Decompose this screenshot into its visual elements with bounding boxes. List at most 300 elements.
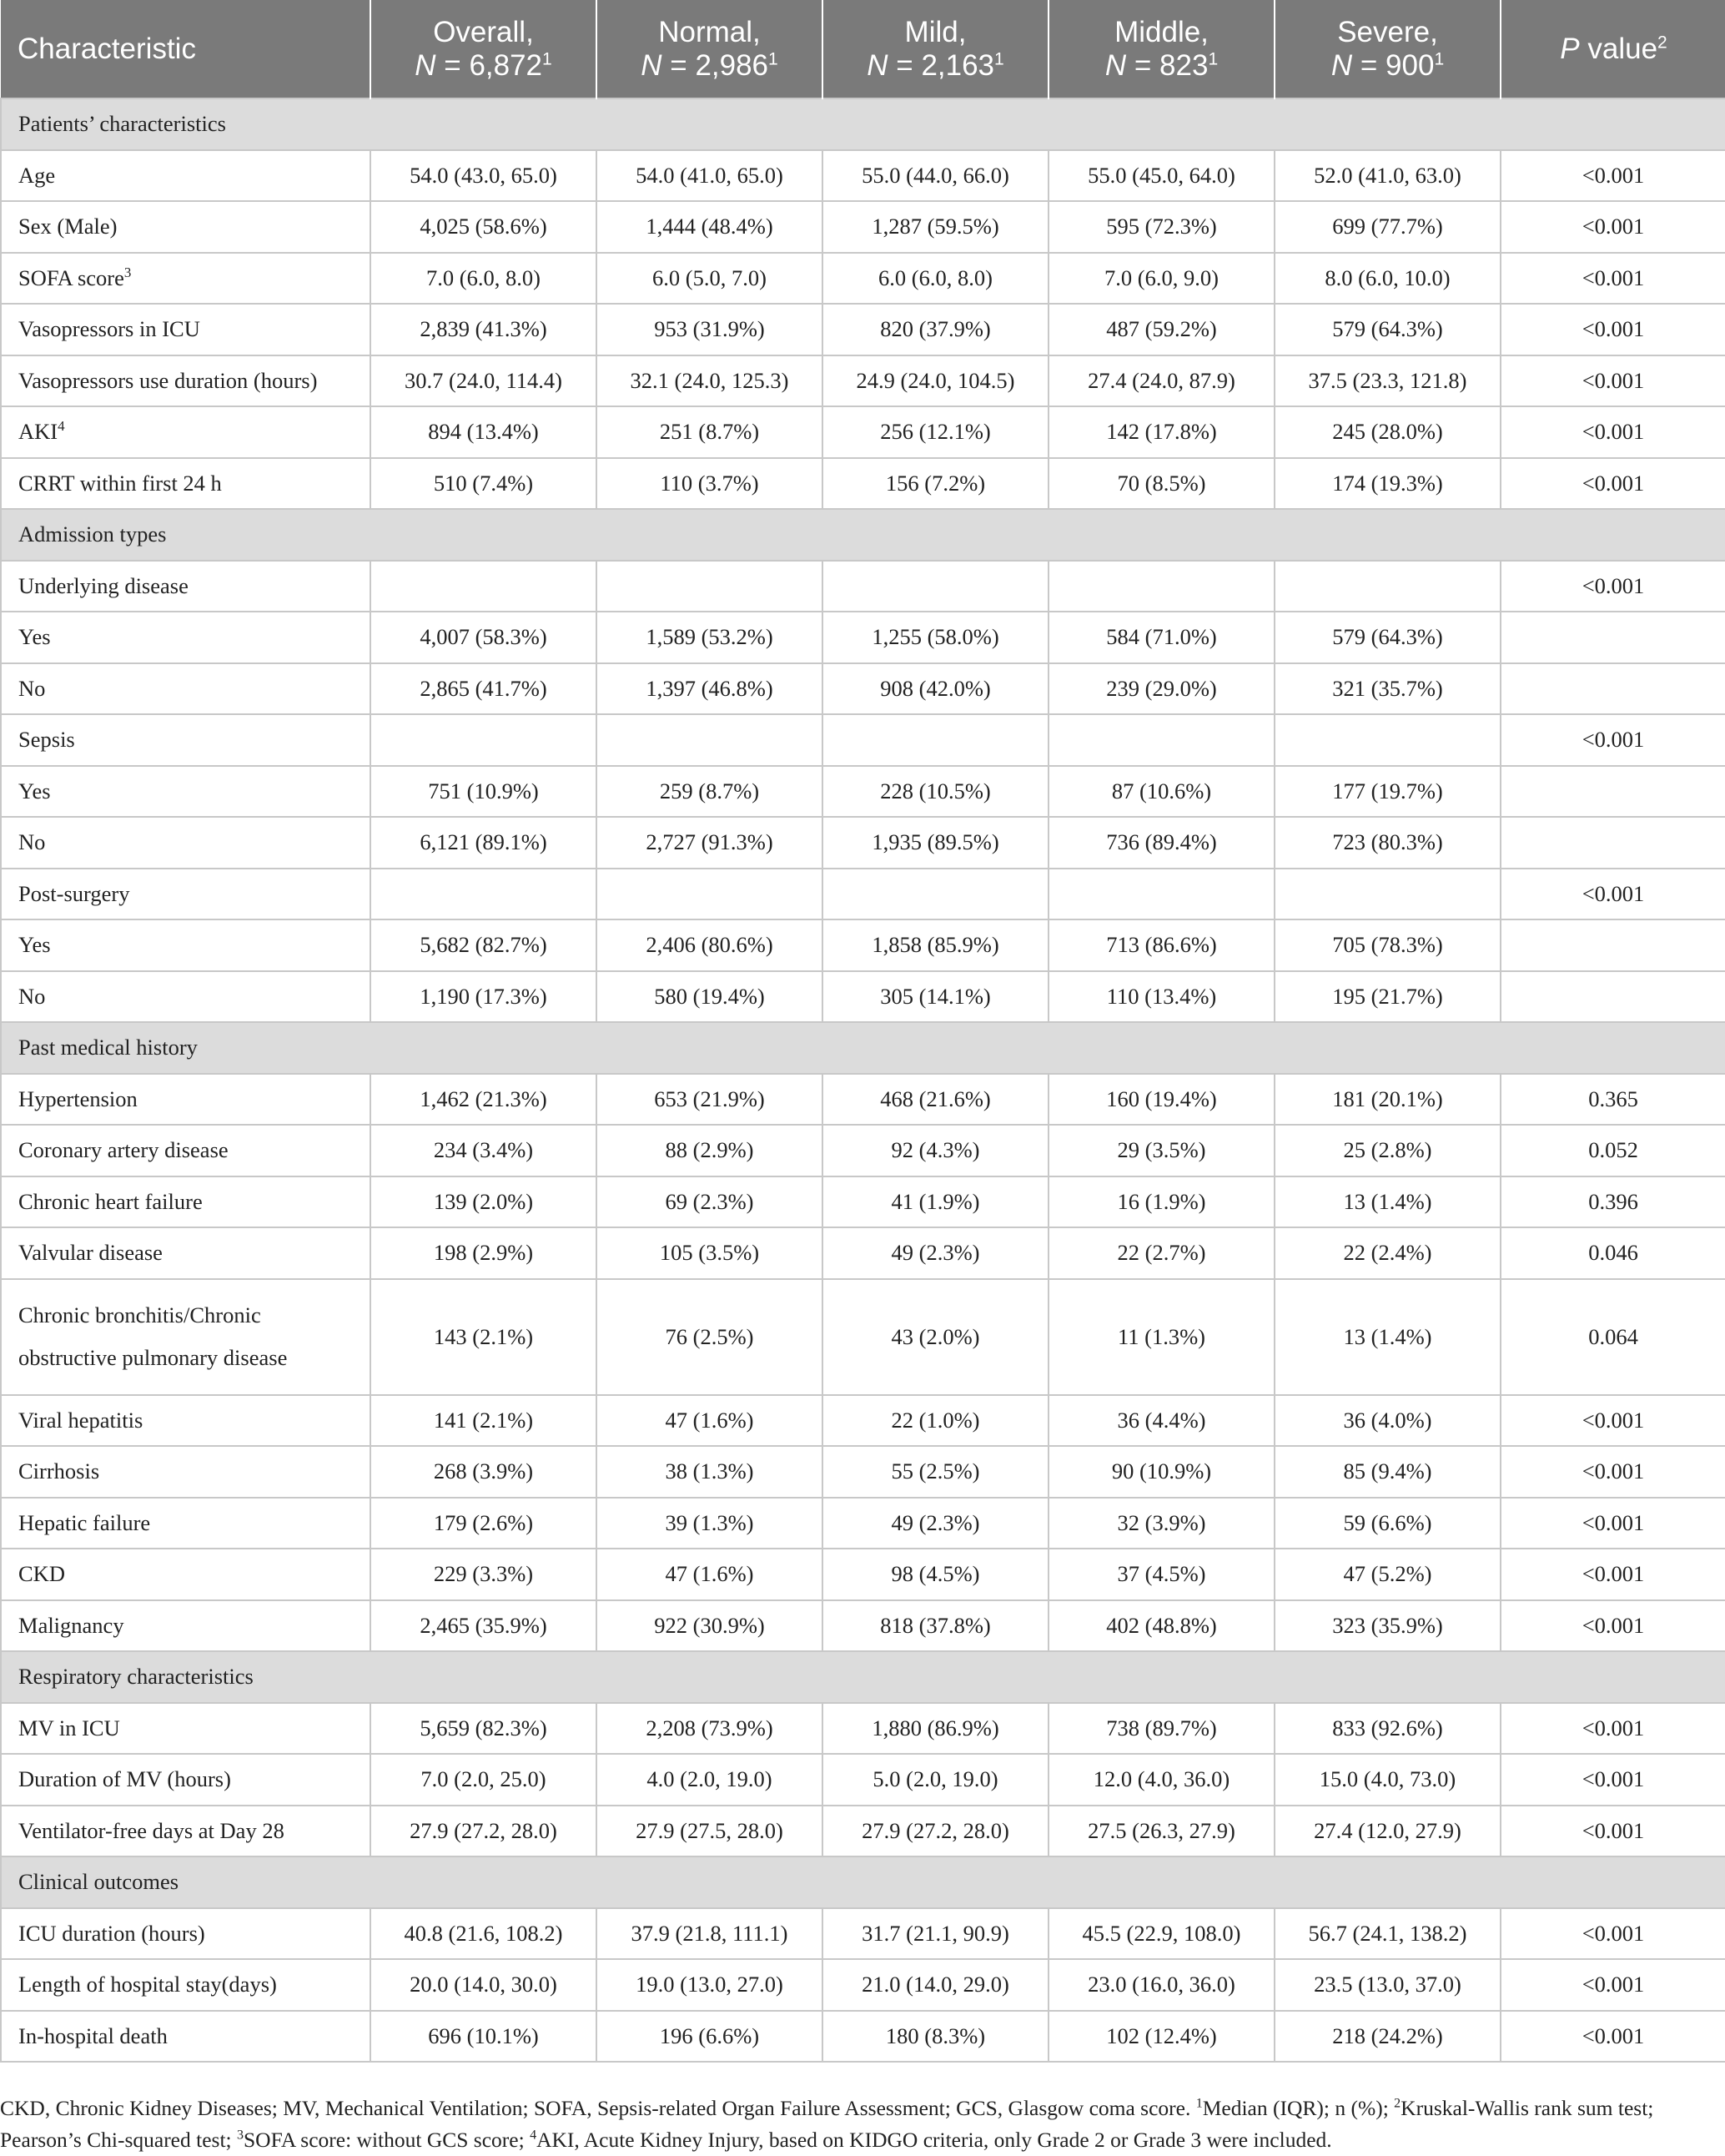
p-value-cell: <0.001	[1501, 1754, 1725, 1806]
row-label-text: Sepsis	[18, 727, 75, 753]
header-middle: Middle, $N = 823^1$	[1049, 0, 1275, 98]
row-label-text: Duration of MV (hours)	[18, 1766, 231, 1792]
table-row	[1, 817, 1725, 869]
row-label	[1, 201, 370, 253]
value-cell: 1,397 (46.8%)	[596, 663, 822, 715]
value-cell	[1275, 869, 1501, 920]
value-cell: 653 (21.9%)	[596, 1074, 822, 1126]
value-cell: 70 (8.5%)	[1049, 458, 1275, 510]
value-cell: 239 (29.0%)	[1049, 663, 1275, 715]
row-label-text: Coronary artery disease	[18, 1137, 229, 1163]
value-cell: 11 (1.3%)	[1049, 1279, 1275, 1395]
value-cell: 195 (21.7%)	[1275, 971, 1501, 1023]
value-cell: 13 (1.4%)	[1275, 1176, 1501, 1228]
value-cell	[822, 714, 1049, 766]
row-label	[1, 766, 370, 818]
value-cell: 47 (5.2%)	[1275, 1549, 1501, 1600]
value-cell: 54.0 (41.0, 65.0)	[596, 150, 822, 202]
value-cell: 402 (48.8%)	[1049, 1600, 1275, 1652]
p-value-cell: 0.052	[1501, 1125, 1725, 1176]
section-header-row	[1, 509, 1725, 561]
row-label-text: Yes	[18, 624, 51, 650]
value-cell: 1,287 (59.5%)	[822, 201, 1049, 253]
value-cell: 69 (2.3%)	[596, 1176, 822, 1228]
value-cell: 8.0 (6.0, 10.0)	[1275, 253, 1501, 305]
value-cell: 59 (6.6%)	[1275, 1498, 1501, 1549]
value-cell: 268 (3.9%)	[370, 1446, 596, 1498]
value-cell: 579 (64.3%)	[1275, 612, 1501, 663]
row-label-text: AKI	[18, 419, 58, 445]
row-label	[1, 1549, 370, 1600]
p-value-cell: 0.064	[1501, 1279, 1725, 1395]
value-cell: 38 (1.3%)	[596, 1446, 822, 1498]
row-label-text: In-hospital death	[18, 2023, 168, 2048]
row-label	[1, 1227, 370, 1279]
p-value-cell: <0.001	[1501, 869, 1725, 920]
value-cell	[596, 561, 822, 612]
value-cell: 198 (2.9%)	[370, 1227, 596, 1279]
value-cell: 751 (10.9%)	[370, 766, 596, 818]
value-cell	[1049, 869, 1275, 920]
value-cell: 953 (31.9%)	[596, 304, 822, 355]
row-label	[1, 817, 370, 869]
row-label	[1, 1703, 370, 1755]
header-severe: Severe, $N = 900^1$	[1275, 0, 1501, 98]
table-row	[1, 1959, 1725, 2011]
row-label-text: Hypertension	[18, 1086, 138, 1111]
p-value-cell: <0.001	[1501, 253, 1725, 305]
section-label: Past medical history	[1, 1022, 1725, 1074]
table-row	[1, 612, 1725, 663]
value-cell: 105 (3.5%)	[596, 1227, 822, 1279]
table-row	[1, 919, 1725, 971]
table-row	[1, 1074, 1725, 1126]
value-cell: 2,465 (35.9%)	[370, 1600, 596, 1652]
row-label-text: Hepatic failure	[18, 1509, 151, 1535]
value-cell: 818 (37.8%)	[822, 1600, 1049, 1652]
row-label-text: Cirrhosis	[18, 1458, 100, 1484]
value-cell	[1275, 561, 1501, 612]
value-cell: 218 (24.2%)	[1275, 2011, 1501, 2063]
value-cell: 5.0 (2.0, 19.0)	[822, 1754, 1049, 1806]
value-cell: 4,025 (58.6%)	[370, 201, 596, 253]
value-cell: 92 (4.3%)	[822, 1125, 1049, 1176]
p-value-cell: <0.001	[1501, 1446, 1725, 1498]
value-cell: 1,190 (17.3%)	[370, 971, 596, 1023]
row-label	[1, 1446, 370, 1498]
table-row	[1, 1908, 1725, 1960]
table-row	[1, 1498, 1725, 1549]
value-cell: 23.5 (13.0, 37.0)	[1275, 1959, 1501, 2011]
value-cell: 468 (21.6%)	[822, 1074, 1049, 1126]
p-value-cell	[1501, 663, 1725, 715]
row-label	[1, 1959, 370, 2011]
p-value-cell: <0.001	[1501, 561, 1725, 612]
value-cell: 256 (12.1%)	[822, 406, 1049, 458]
row-label-text: No	[18, 675, 46, 701]
table-row	[1, 561, 1725, 612]
header-overall: Overall, $N = 6,872^1$	[370, 0, 596, 98]
row-label	[1, 1395, 370, 1447]
value-cell: 20.0 (14.0, 30.0)	[370, 1959, 596, 2011]
row-label	[1, 253, 370, 305]
value-cell: 141 (2.1%)	[370, 1395, 596, 1447]
value-cell: 894 (13.4%)	[370, 406, 596, 458]
value-cell: 7.0 (2.0, 25.0)	[370, 1754, 596, 1806]
value-cell: 177 (19.7%)	[1275, 766, 1501, 818]
section-header-row	[1, 1022, 1725, 1074]
value-cell: 736 (89.4%)	[1049, 817, 1275, 869]
value-cell: 27.5 (26.3, 27.9)	[1049, 1806, 1275, 1857]
value-cell: 139 (2.0%)	[370, 1176, 596, 1228]
row-label	[1, 150, 370, 202]
table-row	[1, 1227, 1725, 1279]
value-cell	[1275, 714, 1501, 766]
value-cell: 22 (1.0%)	[822, 1395, 1049, 1447]
p-value-cell: <0.001	[1501, 150, 1725, 202]
row-label	[1, 663, 370, 715]
value-cell: 6.0 (5.0, 7.0)	[596, 253, 822, 305]
table-row	[1, 355, 1725, 407]
value-cell: 174 (19.3%)	[1275, 458, 1501, 510]
row-label	[1, 355, 370, 407]
value-cell	[596, 714, 822, 766]
value-cell: 7.0 (6.0, 9.0)	[1049, 253, 1275, 305]
table-row	[1, 406, 1725, 458]
header-normal: Normal, $N = 2,986^1$	[596, 0, 822, 98]
p-value-cell: <0.001	[1501, 1549, 1725, 1600]
value-cell: 160 (19.4%)	[1049, 1074, 1275, 1126]
value-cell: 30.7 (24.0, 114.4)	[370, 355, 596, 407]
p-value-cell: <0.001	[1501, 714, 1725, 766]
value-cell: 55.0 (44.0, 66.0)	[822, 150, 1049, 202]
p-value-cell	[1501, 612, 1725, 663]
value-cell	[1049, 714, 1275, 766]
value-cell: 21.0 (14.0, 29.0)	[822, 1959, 1049, 2011]
value-cell: 696 (10.1%)	[370, 2011, 596, 2063]
table-row	[1, 714, 1725, 766]
value-cell: 1,935 (89.5%)	[822, 817, 1049, 869]
value-cell: 47 (1.6%)	[596, 1395, 822, 1447]
value-cell	[822, 561, 1049, 612]
p-value-cell: <0.001	[1501, 1806, 1725, 1857]
value-cell: 156 (7.2%)	[822, 458, 1049, 510]
value-cell	[596, 869, 822, 920]
value-cell: 705 (78.3%)	[1275, 919, 1501, 971]
row-label	[1, 971, 370, 1023]
value-cell: 45.5 (22.9, 108.0)	[1049, 1908, 1275, 1960]
section-header-row	[1, 1856, 1725, 1908]
p-value-cell	[1501, 919, 1725, 971]
row-label-text-line-2: obstructive pulmonary disease	[18, 1345, 288, 1370]
value-cell: 37.9 (21.8, 111.1)	[596, 1908, 822, 1960]
row-label-text: Yes	[18, 932, 51, 958]
section-header-row	[1, 1651, 1725, 1703]
value-cell: 1,858 (85.9%)	[822, 919, 1049, 971]
header-characteristic: Characteristic	[1, 0, 370, 98]
row-label-text: No	[18, 983, 46, 1009]
row-label-text: Yes	[18, 778, 51, 803]
value-cell: 49 (2.3%)	[822, 1227, 1049, 1279]
value-cell: 110 (3.7%)	[596, 458, 822, 510]
row-label-text: Viral hepatitis	[18, 1407, 143, 1433]
p-value-cell: <0.001	[1501, 1959, 1725, 2011]
value-cell: 40.8 (21.6, 108.2)	[370, 1908, 596, 1960]
table-row	[1, 458, 1725, 510]
row-label-text: Chronic heart failure	[18, 1188, 203, 1214]
p-value-cell	[1501, 971, 1725, 1023]
table-row	[1, 1600, 1725, 1652]
row-label-text: SOFA score	[18, 264, 124, 290]
value-cell: 47 (1.6%)	[596, 1549, 822, 1600]
value-cell: 24.9 (24.0, 104.5)	[822, 355, 1049, 407]
row-label	[1, 2011, 370, 2063]
row-label-text: CKD	[18, 1561, 65, 1587]
table-header-row	[1, 0, 1725, 98]
header-p-value: P value$^2$	[1501, 0, 1725, 98]
row-label-text: Vasopressors in ICU	[18, 316, 200, 342]
table-row	[1, 1176, 1725, 1228]
row-label-text: Valvular disease	[18, 1240, 163, 1266]
row-label	[1, 406, 370, 458]
value-cell: 196 (6.6%)	[596, 2011, 822, 2063]
value-cell: 595 (72.3%)	[1049, 201, 1275, 253]
value-cell: 27.9 (27.2, 28.0)	[370, 1806, 596, 1857]
table-row	[1, 1125, 1725, 1176]
value-cell: 5,659 (82.3%)	[370, 1703, 596, 1755]
value-cell	[370, 561, 596, 612]
row-label	[1, 714, 370, 766]
header-mild: Mild, $N = 2,163^1$	[822, 0, 1049, 98]
table-row	[1, 2011, 1725, 2063]
p-value-cell: <0.001	[1501, 458, 1725, 510]
value-cell: 56.7 (24.1, 138.2)	[1275, 1908, 1501, 1960]
row-label	[1, 458, 370, 510]
row-label-text: Sex (Male)	[18, 214, 118, 239]
row-label	[1, 1176, 370, 1228]
p-value-cell	[1501, 766, 1725, 818]
row-label-text: Ventilator-free days at Day 28	[18, 1817, 284, 1843]
row-label-text: ICU duration (hours)	[18, 1920, 205, 1946]
value-cell: 23.0 (16.0, 36.0)	[1049, 1959, 1275, 2011]
table-row	[1, 201, 1725, 253]
table-row	[1, 869, 1725, 920]
value-cell: 43 (2.0%)	[822, 1279, 1049, 1395]
value-cell: 27.4 (12.0, 27.9)	[1275, 1806, 1501, 1857]
value-cell: 85 (9.4%)	[1275, 1446, 1501, 1498]
value-cell: 39 (1.3%)	[596, 1498, 822, 1549]
value-cell: 713 (86.6%)	[1049, 919, 1275, 971]
table-row	[1, 766, 1725, 818]
value-cell: 2,865 (41.7%)	[370, 663, 596, 715]
row-label-footnote-marker: 4	[58, 418, 65, 435]
value-cell: 6,121 (89.1%)	[370, 817, 596, 869]
table-row	[1, 1806, 1725, 1857]
value-cell: 25 (2.8%)	[1275, 1125, 1501, 1176]
value-cell: 6.0 (6.0, 8.0)	[822, 253, 1049, 305]
value-cell: 37.5 (23.3, 121.8)	[1275, 355, 1501, 407]
footnote-line-2: Pearson’s Chi-squared test; $^3$SOFA score: without GCS score; $^4$AKI, Acute Kidney Injury, based on KIDGO criteria, only Grade 2 or Grade 3 were included.	[0, 2128, 1332, 2152]
row-label	[1, 919, 370, 971]
value-cell: 87 (10.6%)	[1049, 766, 1275, 818]
p-value-cell: <0.001	[1501, 355, 1725, 407]
value-cell: 32 (3.9%)	[1049, 1498, 1275, 1549]
value-cell: 90 (10.9%)	[1049, 1446, 1275, 1498]
value-cell: 49 (2.3%)	[822, 1498, 1049, 1549]
row-label-text: Length of hospital stay(days)	[18, 1972, 277, 1997]
value-cell: 2,406 (80.6%)	[596, 919, 822, 971]
value-cell: 55 (2.5%)	[822, 1446, 1049, 1498]
row-label	[1, 612, 370, 663]
value-cell: 16 (1.9%)	[1049, 1176, 1275, 1228]
value-cell: 76 (2.5%)	[596, 1279, 822, 1395]
value-cell: 5,682 (82.7%)	[370, 919, 596, 971]
table-footnote	[0, 2093, 1725, 2156]
value-cell: 580 (19.4%)	[596, 971, 822, 1023]
p-value-cell: 0.396	[1501, 1176, 1725, 1228]
row-label	[1, 1498, 370, 1549]
value-cell: 13 (1.4%)	[1275, 1279, 1501, 1395]
value-cell: 36 (4.0%)	[1275, 1395, 1501, 1447]
section-label: Patients’ characteristics	[1, 98, 1725, 150]
value-cell: 22 (2.4%)	[1275, 1227, 1501, 1279]
value-cell: 27.9 (27.2, 28.0)	[822, 1806, 1049, 1857]
value-cell: 245 (28.0%)	[1275, 406, 1501, 458]
section-label: Respiratory characteristics	[1, 1651, 1725, 1703]
p-value-cell: <0.001	[1501, 2011, 1725, 2063]
value-cell: 229 (3.3%)	[370, 1549, 596, 1600]
value-cell	[1049, 561, 1275, 612]
value-cell: 12.0 (4.0, 36.0)	[1049, 1754, 1275, 1806]
value-cell: 1,880 (86.9%)	[822, 1703, 1049, 1755]
p-value-cell	[1501, 817, 1725, 869]
value-cell: 88 (2.9%)	[596, 1125, 822, 1176]
row-label-text: CRRT within first 24 h	[18, 470, 222, 496]
value-cell: 1,444 (48.4%)	[596, 201, 822, 253]
p-value-cell: <0.001	[1501, 1395, 1725, 1447]
value-cell: 52.0 (41.0, 63.0)	[1275, 150, 1501, 202]
value-cell: 228 (10.5%)	[822, 766, 1049, 818]
value-cell: 2,839 (41.3%)	[370, 304, 596, 355]
value-cell: 738 (89.7%)	[1049, 1703, 1275, 1755]
value-cell: 820 (37.9%)	[822, 304, 1049, 355]
value-cell: 323 (35.9%)	[1275, 1600, 1501, 1652]
value-cell: 234 (3.4%)	[370, 1125, 596, 1176]
table-body	[1, 98, 1725, 2062]
value-cell: 179 (2.6%)	[370, 1498, 596, 1549]
value-cell: 259 (8.7%)	[596, 766, 822, 818]
value-cell: 181 (20.1%)	[1275, 1074, 1501, 1126]
row-label	[1, 869, 370, 920]
row-label	[1, 1279, 370, 1395]
footnote-line-1: CKD, Chronic Kidney Diseases; MV, Mechanical Ventilation; SOFA, Sepsis-related Organ Failure Assessment; GCS, Glasgow coma score. $^1$Median (IQR); n (%); $^2$Kruskal-Wallis rank sum test;	[0, 2096, 1654, 2120]
value-cell: 37 (4.5%)	[1049, 1549, 1275, 1600]
value-cell: 833 (92.6%)	[1275, 1703, 1501, 1755]
p-value-cell: 0.365	[1501, 1074, 1725, 1126]
p-value-cell: <0.001	[1501, 1498, 1725, 1549]
row-label	[1, 1600, 370, 1652]
value-cell: 41 (1.9%)	[822, 1176, 1049, 1228]
value-cell: 7.0 (6.0, 8.0)	[370, 253, 596, 305]
table-row	[1, 304, 1725, 355]
row-label	[1, 561, 370, 612]
p-value-cell: <0.001	[1501, 1908, 1725, 1960]
value-cell: 2,727 (91.3%)	[596, 817, 822, 869]
value-cell: 27.4 (24.0, 87.9)	[1049, 355, 1275, 407]
value-cell: 321 (35.7%)	[1275, 663, 1501, 715]
value-cell	[370, 869, 596, 920]
value-cell: 579 (64.3%)	[1275, 304, 1501, 355]
value-cell: 1,255 (58.0%)	[822, 612, 1049, 663]
section-label: Admission types	[1, 509, 1725, 561]
row-label-text: Malignancy	[18, 1612, 124, 1638]
row-label-footnote-marker: 3	[123, 264, 132, 280]
value-cell: 29 (3.5%)	[1049, 1125, 1275, 1176]
value-cell: 36 (4.4%)	[1049, 1395, 1275, 1447]
table-row	[1, 1279, 1725, 1395]
row-label	[1, 1908, 370, 1960]
table-row	[1, 1549, 1725, 1600]
value-cell: 487 (59.2%)	[1049, 304, 1275, 355]
value-cell: 54.0 (43.0, 65.0)	[370, 150, 596, 202]
p-value-cell: <0.001	[1501, 1703, 1725, 1755]
value-cell: 22 (2.7%)	[1049, 1227, 1275, 1279]
value-cell: 251 (8.7%)	[596, 406, 822, 458]
row-label-text: Vasopressors use duration (hours)	[18, 367, 318, 393]
value-cell: 98 (4.5%)	[822, 1549, 1049, 1600]
row-label-text: Chronic bronchitis/Chronic	[18, 1302, 261, 1327]
p-value-cell: <0.001	[1501, 201, 1725, 253]
table-row	[1, 1446, 1725, 1498]
value-cell: 723 (80.3%)	[1275, 817, 1501, 869]
value-cell	[822, 869, 1049, 920]
row-label-text: No	[18, 829, 46, 855]
section-label: Clinical outcomes	[1, 1856, 1725, 1908]
table-row	[1, 971, 1725, 1023]
row-label	[1, 1074, 370, 1126]
p-value-cell: 0.046	[1501, 1227, 1725, 1279]
table-row	[1, 663, 1725, 715]
row-label	[1, 1754, 370, 1806]
table-row	[1, 1754, 1725, 1806]
value-cell: 32.1 (24.0, 125.3)	[596, 355, 822, 407]
value-cell: 27.9 (27.5, 28.0)	[596, 1806, 822, 1857]
value-cell: 55.0 (45.0, 64.0)	[1049, 150, 1275, 202]
row-label-text: Underlying disease	[18, 572, 189, 598]
value-cell: 15.0 (4.0, 73.0)	[1275, 1754, 1501, 1806]
value-cell: 31.7 (21.1, 90.9)	[822, 1908, 1049, 1960]
row-label-text: MV in ICU	[18, 1715, 120, 1740]
row-label	[1, 1806, 370, 1857]
table-row	[1, 150, 1725, 202]
value-cell	[370, 714, 596, 766]
p-value-cell: <0.001	[1501, 406, 1725, 458]
value-cell: 699 (77.7%)	[1275, 201, 1501, 253]
value-cell: 180 (8.3%)	[822, 2011, 1049, 2063]
value-cell: 1,589 (53.2%)	[596, 612, 822, 663]
value-cell: 142 (17.8%)	[1049, 406, 1275, 458]
value-cell: 922 (30.9%)	[596, 1600, 822, 1652]
value-cell: 143 (2.1%)	[370, 1279, 596, 1395]
row-label	[1, 304, 370, 355]
value-cell: 305 (14.1%)	[822, 971, 1049, 1023]
value-cell: 584 (71.0%)	[1049, 612, 1275, 663]
table-row	[1, 1703, 1725, 1755]
section-header-row	[1, 98, 1725, 150]
p-value-cell: <0.001	[1501, 1600, 1725, 1652]
value-cell: 4,007 (58.3%)	[370, 612, 596, 663]
value-cell: 19.0 (13.0, 27.0)	[596, 1959, 822, 2011]
